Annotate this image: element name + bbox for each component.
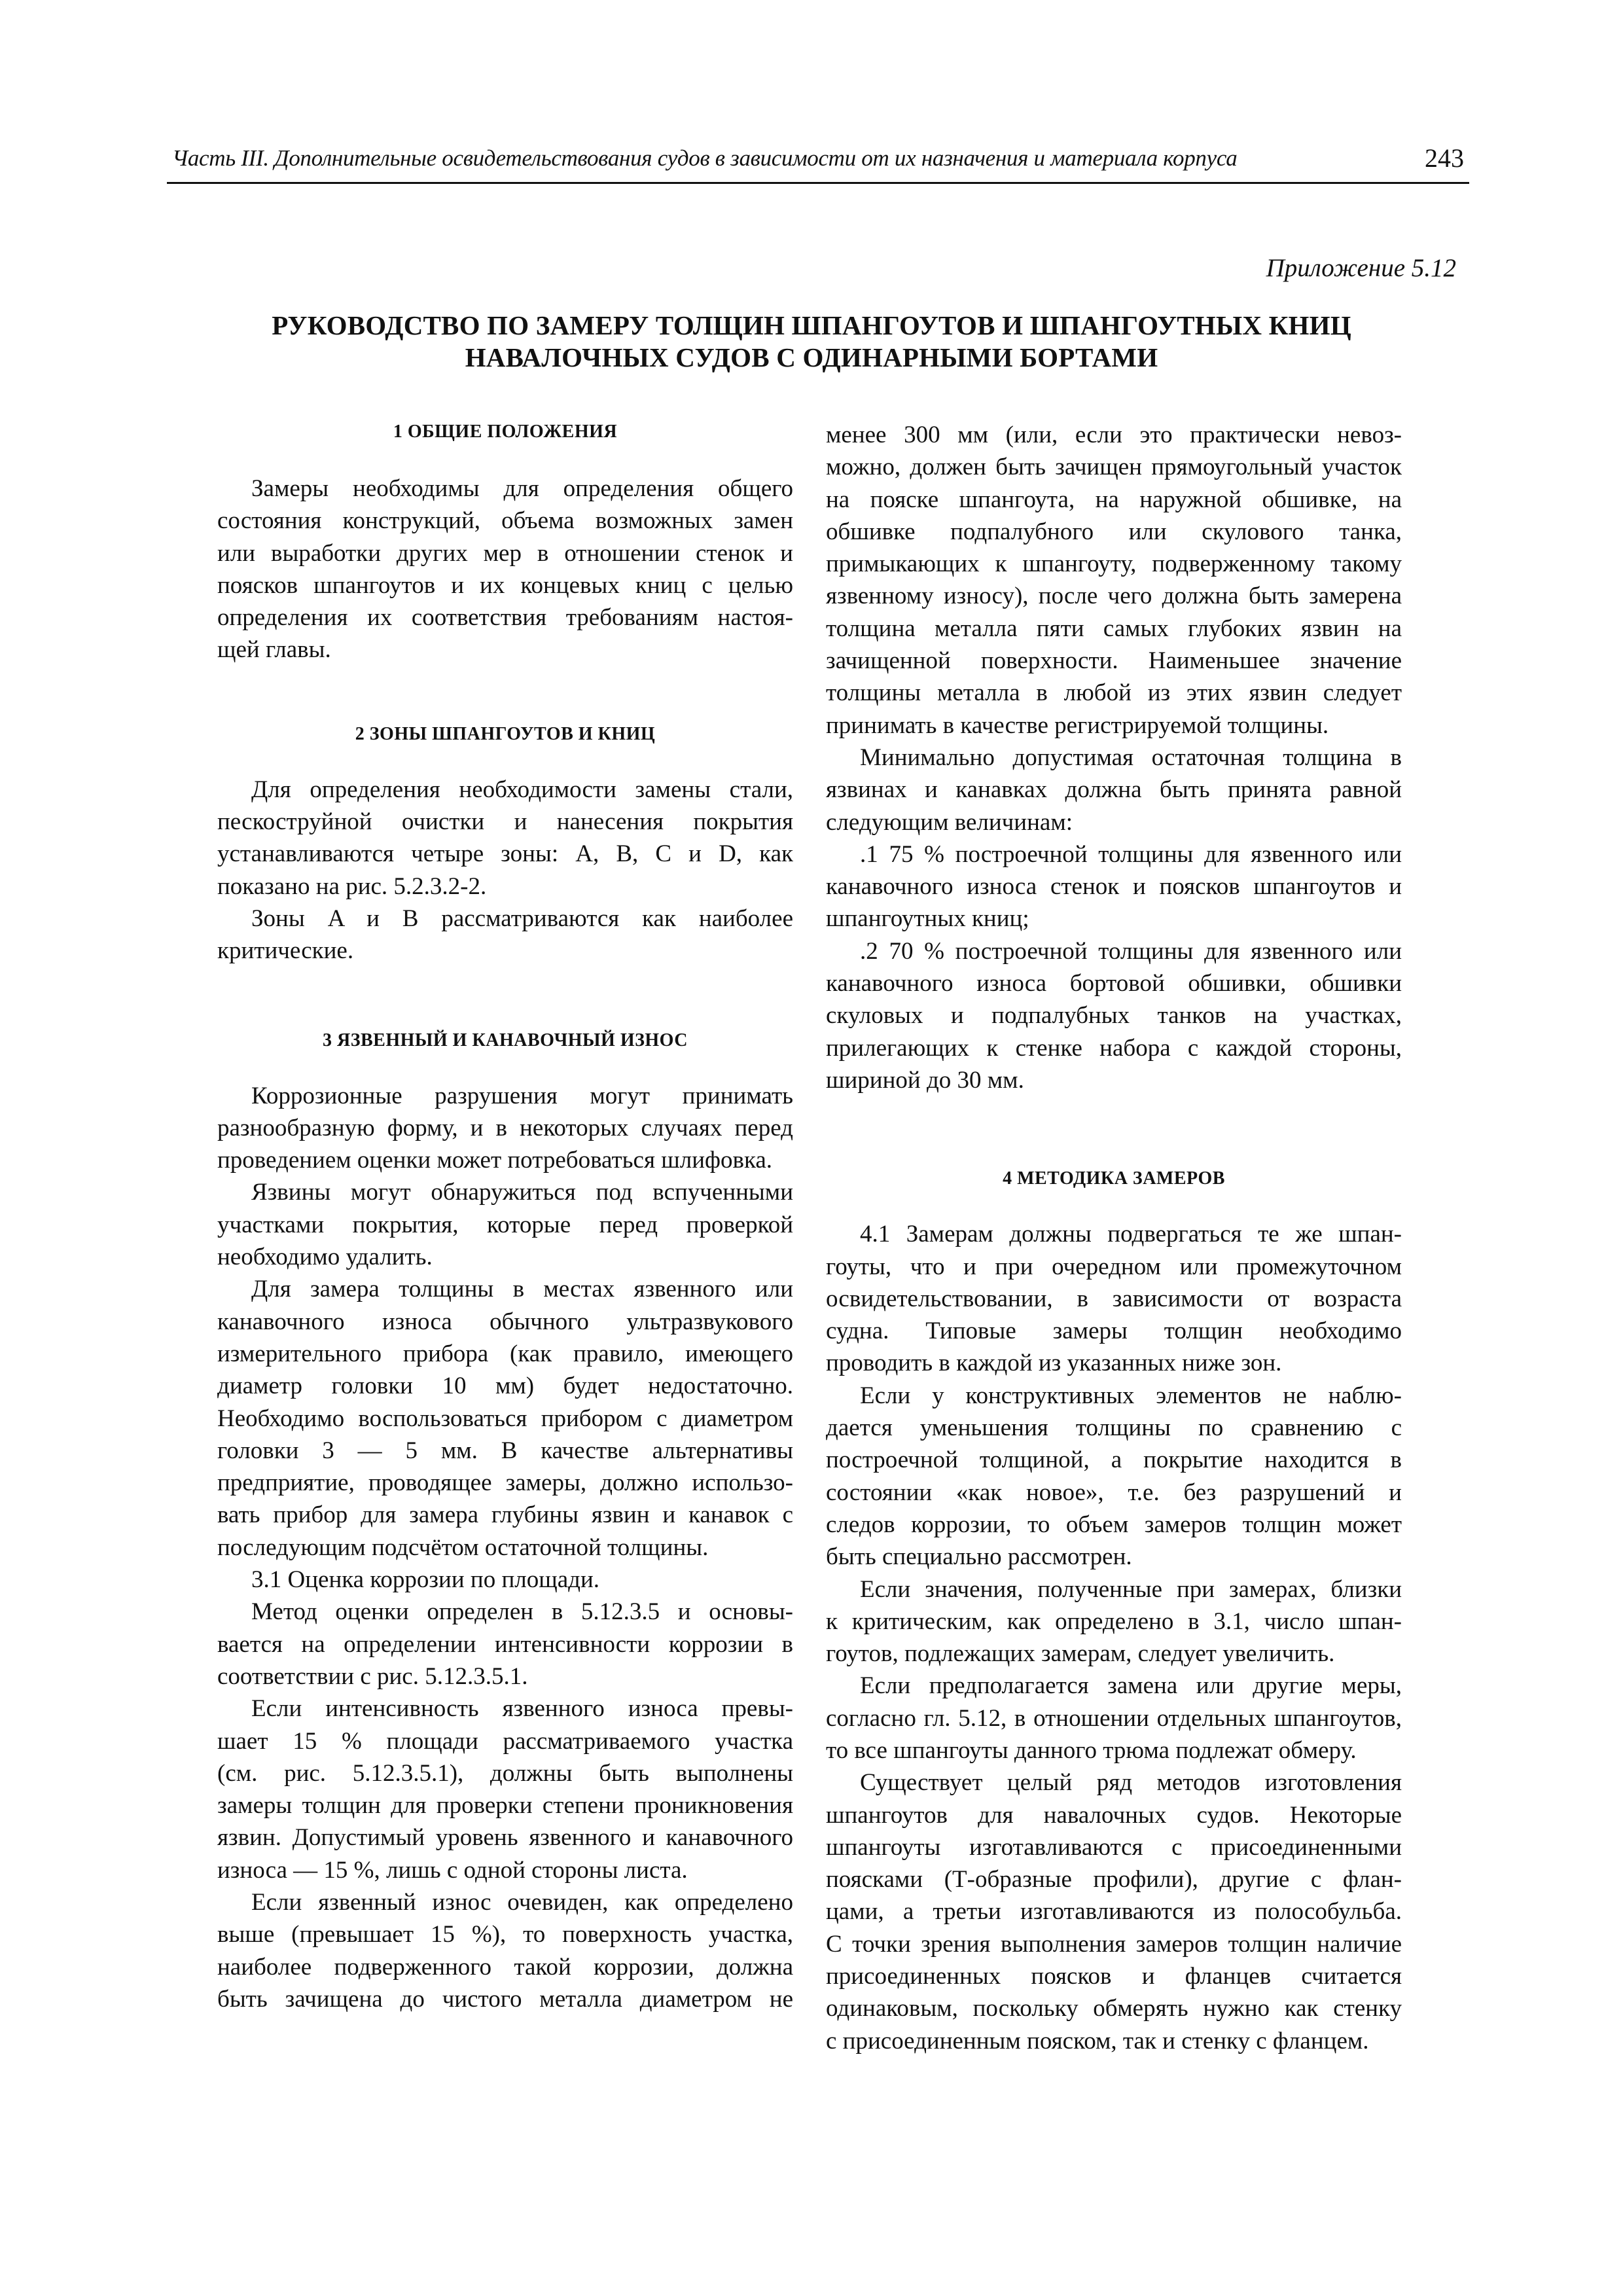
paragraph-line: состоянии «как новое», т.е. без разрушений и [826,1479,1402,1506]
paragraph-line: судна. Типовые замеры толщин необходимо [826,1318,1402,1345]
appendix-label: Приложение 5.12 [1266,254,1456,282]
paragraph-line: износа — 15 %, лишь с одной стороны листа. [217,1856,688,1884]
section-4-paragraph-5 [826,1767,1402,2057]
paragraph-line: принимать в качестве регистрируемой толщины. [826,711,1329,739]
paragraph-line: Минимально допустимая остаточная толщина в [860,744,1402,771]
section-3-paragraph-9 [826,742,1402,838]
section-3-paragraph-4 [217,1564,793,1596]
paragraph-line: выше (превышает 15 %), то поверхность участка, [217,1921,793,1948]
section-3-paragraph-3 [217,1273,793,1564]
paragraph-line: присоединенных поясков и фланцев считается [826,1963,1402,1990]
paragraph-line: Если значения, полученные при замерах, близки [860,1575,1402,1603]
section-3-paragraph-10 [826,838,1402,935]
paragraph-line: примыкающих к шпангоуту, подверженному такому [826,550,1402,578]
paragraph-line: критические. [217,937,354,965]
paragraph-line: предприятие, проводящее замеры, должно использо- [217,1469,793,1497]
section-3-paragraph-6 [217,1693,793,1886]
paragraph-line: скуловых и подпалубных танков на участках, [826,1002,1402,1030]
paragraph-line: согласно гл. 5.12, в отношении отдельных шпангоутов, [826,1704,1402,1732]
paragraph-line: измерительного прибора (как правило, имеющего [217,1340,793,1367]
section-3-paragraph-11 [826,935,1402,1096]
document-title-line-1: РУКОВОДСТВО ПО ЗАМЕРУ ТОЛЩИН ШПАНГОУТОВ И ШПАНГОУТНЫХ КНИЦ [272,310,1351,340]
left-column [217,419,793,2015]
section-4-heading: 4 МЕТОДИКА ЗАМЕРОВ [1003,1168,1225,1189]
paragraph-line: гоуты, что и при очередном или промежуточном [826,1253,1402,1280]
paragraph-line: пескоструйной очистки и нанесения покрытия [217,808,793,836]
paragraph-line: язвинах и канавках должна быть принята равной [826,776,1402,804]
paragraph-line: канавочного износа бортовой обшивки, обшивки [826,970,1402,997]
paragraph-line: Зоны A и B рассматриваются как наиболее [251,905,793,932]
paragraph-line: Необходимо воспользоваться прибором с диаметром [217,1405,793,1432]
section-2-heading: 2 ЗОНЫ ШПАНГОУТОВ И КНИЦ [355,723,656,744]
paragraph-line: быть зачищена до чистого металла диаметром не [217,1985,793,2013]
paragraph-line: состояния конструкций, объема возможных замен [217,507,793,535]
section-3-paragraph-7 [217,1886,793,2015]
paragraph-line: щей главы. [217,636,331,664]
paragraph-line: язвин. Допустимый уровень язвенного и канавочного [217,1824,793,1852]
paragraph-line: Язвины могут обнаружиться под вспученными [251,1179,793,1206]
paragraph-line: Замеры необходимы для определения общего [251,475,793,502]
paragraph-line: вать прибор для замера глубины язвин и канавок с [217,1501,793,1529]
paragraph-line: Коррозионные разрушения могут принимать [251,1082,793,1109]
paragraph-line: язвенному износу), после чего должна быть замерена [826,583,1402,610]
section-4-paragraph-1 [826,1218,1402,1379]
paragraph-line: замеры толщин для проверки степени проникновения [217,1792,793,1820]
paragraph-line: то все шпангоуты данного трюма подлежат обмеру. [826,1736,1357,1764]
paragraph-line: поясков шпангоутов и их концевых книц с целью [217,571,793,599]
paragraph-line: Для определения необходимости замены стали, [251,776,793,803]
paragraph-line: канавочного износа обычного ультразвукового [217,1308,793,1335]
section-4-paragraph-3 [826,1573,1402,1670]
paragraph-line: цами, а третьи изготавливаются из полособульба. [826,1898,1402,1926]
paragraph-line: одинаковым, поскольку обмерять нужно как стенку [826,1995,1402,2022]
paragraph-line: шпангоуты изготавливаются с присоединенными [826,1833,1402,1861]
paragraph-line: Если предполагается замена или другие меры, [860,1672,1402,1700]
section-3-paragraph-2 [217,1176,793,1273]
paragraph-line: с присоединенным пояском, так и стенку с фланцем. [826,2027,1369,2054]
paragraph-line: зачищенной поверхности. Наименьшее значение [826,647,1402,675]
right-column [826,419,1402,2057]
paragraph-line: .1 75 % построечной толщины для язвенного или [860,840,1402,868]
page-number: 243 [1425,143,1464,173]
paragraph-line: толщины металла в любой из этих язвин следует [826,679,1402,707]
paragraph-line: диаметр головки 10 мм) будет недостаточно. [217,1372,793,1400]
paragraph-line: прилегающих к стенке набора с каждой стороны, [826,1034,1402,1062]
paragraph-line: Если язвенный износ очевиден, как определено [251,1888,793,1916]
paragraph-line: толщина металла пяти самых глубоких язвин на [826,615,1402,642]
paragraph-line: определения их соответствия требованиям настоя- [217,604,793,632]
section-4-paragraph-2 [826,1380,1402,1573]
paragraph-line: последующим подсчётом остаточной толщины. [217,1534,709,1561]
section-2-paragraph-2 [217,903,793,967]
paragraph-line: 4.1 Замерам должны подвергаться те же шпан- [860,1221,1402,1248]
paragraph-line: можно, должен быть зачищен прямоугольный участок [826,454,1402,481]
section-3-paragraph-5 [217,1596,793,1693]
paragraph-line: (см. рис. 5.12.3.5.1), должны быть выполнены [217,1759,793,1787]
paragraph-line: разнообразную форму, и в некоторых случаях перед [217,1114,793,1141]
paragraph-line: Если у конструктивных элементов не наблю- [860,1382,1402,1409]
paragraph-line: .2 70 % построечной толщины для язвенного или [860,937,1402,965]
paragraph-line: Для замера толщины в местах язвенного или [251,1276,793,1303]
paragraph-line: шпангоутов для навалочных судов. Некоторые [826,1801,1402,1829]
paragraph-line: С точки зрения выполнения замеров толщин наличие [826,1930,1402,1958]
paragraph-line: шает 15 % площади рассматриваемого участка [217,1727,793,1755]
paragraph-line: поясками (Т-образные профили), другие с флан- [826,1866,1402,1893]
paragraph-line: обшивке подпалубного или скулового танка, [826,518,1402,545]
paragraph-line: гоутов, подлежащих замерам, следует увеличить. [826,1640,1335,1668]
paragraph-line: соответствии с рис. 5.12.3.5.1. [217,1662,528,1690]
paragraph-line: головки 3 — 5 мм. В качестве альтернативы [217,1437,793,1464]
paragraph-line: устанавливаются четыре зоны: A, B, C и D, как [217,840,793,868]
paragraph-line: дается уменьшения толщины по сравнению с [826,1414,1402,1442]
paragraph-line: проведением оценки может потребоваться шлифовка. [217,1147,773,1174]
paragraph-line: быть специально рассмотрен. [826,1543,1132,1571]
paragraph-line: Если интенсивность язвенного износа превы- [251,1695,793,1723]
paragraph-line: 3.1 Оценка коррозии по площади. [251,1566,600,1594]
section-1-paragraph-1 [217,473,793,666]
paragraph-line: освидетельствовании, в зависимости от возраста [826,1285,1402,1312]
paragraph-line: показано на рис. 5.2.3.2-2. [217,872,487,900]
section-4-paragraph-4 [826,1670,1402,1767]
paragraph-line: канавочного износа стенок и поясков шпангоутов и [826,873,1402,901]
paragraph-line: следов коррозии, то объем замеров толщин может [826,1511,1402,1538]
paragraph-line: необходимо удалить. [217,1244,433,1271]
paragraph-line: Существует целый ряд методов изготовления [860,1769,1402,1797]
running-title: Часть III. Дополнительные освидетельствования судов в зависимости от их назначения и материала корпуса [172,145,1238,171]
paragraph-line: Метод оценки определен в 5.12.3.5 и основы- [251,1598,793,1626]
paragraph-line: вается на определении интенсивности коррозии в [217,1630,793,1658]
paragraph-line: следующим величинам: [826,808,1073,836]
section-1-heading: 1 ОБЩИЕ ПОЛОЖЕНИЯ [393,422,618,442]
paragraph-line: наиболее подверженного такой коррозии, должна [217,1953,793,1981]
paragraph-line: шириной до 30 мм. [826,1066,1024,1094]
paragraph-line: построечной толщиной, а покрытие находится в [826,1446,1402,1474]
paragraph-line: менее 300 мм (или, если это практически невоз- [826,422,1402,448]
paragraph-line: или выработки других мер в отношении стенок и [217,539,793,567]
paragraph-line: участками покрытия, которые перед проверкой [217,1211,793,1238]
paragraph-line: проводить в каждой из указанных ниже зон. [826,1350,1282,1377]
section-3-paragraph-8 [826,419,1402,742]
paragraph-line: шпангоутных книц; [826,905,1029,933]
section-2-paragraph-1 [217,774,793,903]
document-title-line-2: НАВАЛОЧНЫХ СУДОВ С ОДИНАРНЫМИ БОРТАМИ [465,342,1158,372]
paragraph-line: к критическим, как определено в 3.1, число шпан- [826,1607,1402,1635]
paragraph-line: на пояске шпангоута, на наружной обшивке, на [826,486,1402,513]
section-3-heading: 3 ЯЗВЕННЫЙ И КАНАВОЧНЫЙ ИЗНОС [322,1030,688,1050]
running-header [167,145,1469,184]
section-3-paragraph-1 [217,1080,793,1177]
